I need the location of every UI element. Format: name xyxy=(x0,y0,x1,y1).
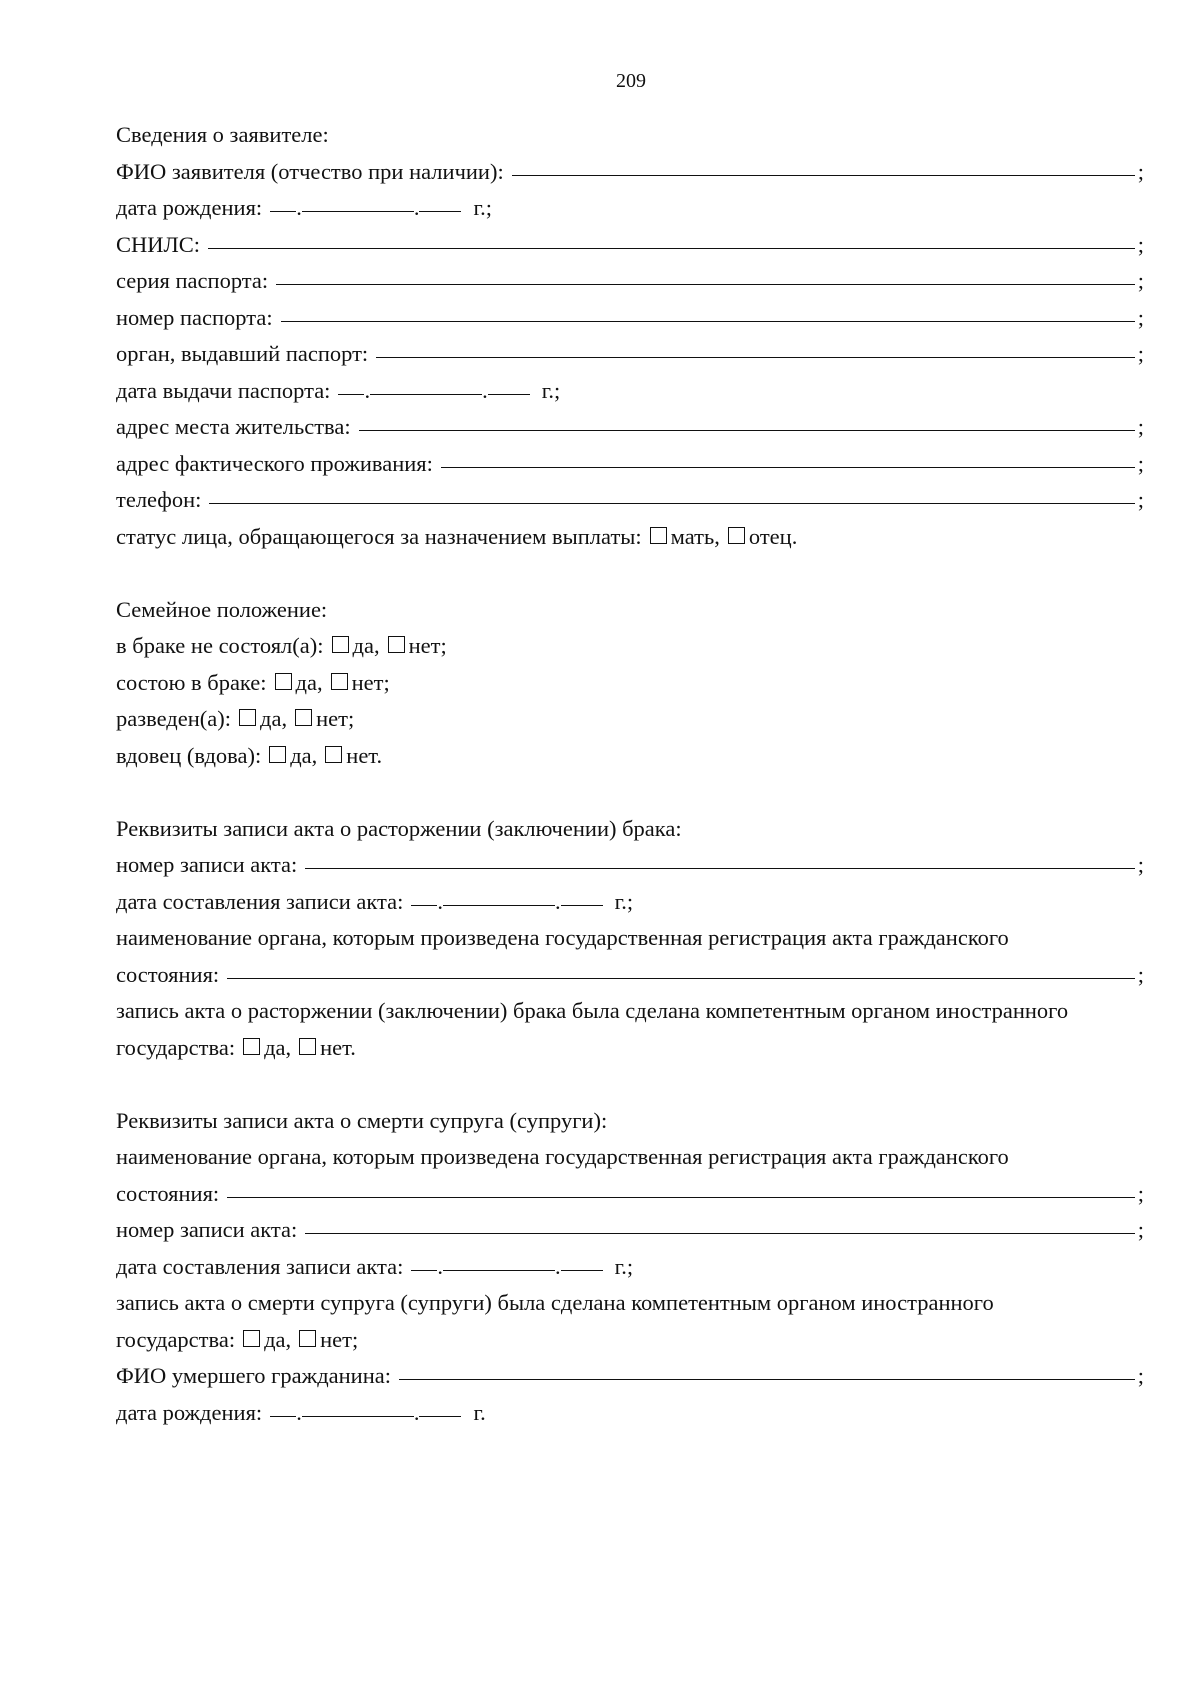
divorce-record-date-row: дата составления записи акта: . . г.; xyxy=(116,888,634,914)
death-authority-line1: наименование органа, которым произведена государственная регистрация акта гражданского xyxy=(116,1144,1009,1169)
snils-row: СНИЛС: ; xyxy=(116,231,1144,257)
divorce-foreign-no-checkbox[interactable] xyxy=(299,1038,316,1055)
married-row: состою в браке: да, нет; xyxy=(116,669,390,695)
deceased-birth-year-field[interactable] xyxy=(419,1416,461,1417)
phone-label: телефон: xyxy=(116,487,202,512)
divorce-year-field[interactable] xyxy=(561,905,603,906)
residence-address-row: адрес места жительства: ; xyxy=(116,414,1144,439)
applicant-fio-field[interactable] xyxy=(512,175,1135,176)
death-authority-field[interactable] xyxy=(227,1197,1135,1198)
deceased-fio-field[interactable] xyxy=(399,1379,1135,1380)
applicant-birth-date-label: дата рождения: xyxy=(116,195,263,220)
deceased-birth-month-field[interactable] xyxy=(302,1416,414,1417)
death-foreign-no-checkbox[interactable] xyxy=(299,1330,316,1347)
snils-label: СНИЛС: xyxy=(116,231,201,257)
death-year-field[interactable] xyxy=(561,1270,603,1271)
never-married-row: в браке не состоял(а): да, нет; xyxy=(116,633,447,658)
divorce-foreign-yes-checkbox[interactable] xyxy=(243,1038,260,1055)
residence-address-field[interactable] xyxy=(359,430,1135,431)
passport-number-label: номер паспорта: xyxy=(116,304,273,330)
widowed-row: вдовец (вдова): да, нет. xyxy=(116,742,383,768)
actual-address-label: адрес фактического проживания: xyxy=(116,450,433,476)
divorce-foreign-row: государства: да, нет. xyxy=(116,1034,356,1060)
status-row: статус лица, обращающегося за назначением выплаты: мать, отец. xyxy=(116,523,798,549)
applicant-heading: Сведения о заявителе: xyxy=(116,122,329,147)
widowed-no-checkbox[interactable] xyxy=(325,746,342,763)
never-married-no-checkbox[interactable] xyxy=(388,636,405,653)
divorce-authority-field[interactable] xyxy=(227,978,1135,979)
birth-year-field[interactable] xyxy=(419,211,461,212)
passport-issuer-label: орган, выдавший паспорт: xyxy=(116,341,369,366)
divorced-no-checkbox[interactable] xyxy=(295,709,312,726)
death-month-field[interactable] xyxy=(443,1270,555,1271)
status-label: статус лица, обращающегося за назначением выплаты: xyxy=(116,523,642,549)
deceased-birth-date-row: дата рождения: . . г. xyxy=(116,1399,486,1425)
married-yes-checkbox[interactable] xyxy=(275,673,292,690)
passport-series-label: серия паспорта: xyxy=(116,268,269,293)
death-foreign-yes-checkbox[interactable] xyxy=(243,1330,260,1347)
death-record-heading: Реквизиты записи акта о смерти супруга (супруги): xyxy=(116,1107,608,1133)
phone-field[interactable] xyxy=(209,503,1134,504)
death-record-number-field[interactable] xyxy=(305,1233,1134,1234)
passport-series-field[interactable] xyxy=(276,284,1135,285)
status-mother-checkbox[interactable] xyxy=(650,527,667,544)
status-father-checkbox[interactable] xyxy=(728,527,745,544)
applicant-fio-label: ФИО заявителя (отчество при наличии): xyxy=(116,158,504,184)
divorce-authority-row: состояния: ; xyxy=(116,961,1144,987)
divorced-row: разведен(а): да, нет; xyxy=(116,706,355,731)
passport-issuer-field[interactable] xyxy=(376,357,1135,358)
snils-field[interactable] xyxy=(208,248,1135,249)
issue-month-field[interactable] xyxy=(370,394,482,395)
actual-address-field[interactable] xyxy=(441,467,1135,468)
actual-address-row: адрес фактического проживания: ; xyxy=(116,450,1144,476)
passport-issue-date-row: дата выдачи паспорта: . . г.; xyxy=(116,377,561,403)
passport-series-row: серия паспорта: ; xyxy=(116,268,1144,293)
death-authority-row: состояния: ; xyxy=(116,1180,1144,1206)
deceased-birth-day-field[interactable] xyxy=(270,1416,296,1417)
death-foreign-row: государства: да, нет; xyxy=(116,1326,359,1352)
divorce-foreign-line1: запись акта о расторжении (заключении) брака была сделана компетентным органом иностранного xyxy=(116,998,1069,1023)
death-record-date-row: дата составления записи акта: . . г.; xyxy=(116,1253,634,1279)
birth-month-field[interactable] xyxy=(302,211,414,212)
residence-address-label: адрес места жительства: xyxy=(116,414,351,439)
issue-day-field[interactable] xyxy=(338,394,364,395)
death-record-number-row: номер записи акта: ; xyxy=(116,1217,1144,1242)
death-day-field[interactable] xyxy=(411,1270,437,1271)
divorce-authority-line1: наименование органа, которым произведена государственная регистрация акта гражданского xyxy=(116,925,1009,950)
divorce-record-heading: Реквизиты записи акта о расторжении (заключении) брака: xyxy=(116,815,682,841)
applicant-fio-row: ФИО заявителя (отчество при наличии): ; xyxy=(116,158,1144,184)
applicant-birth-date-row: дата рождения: . . г.; xyxy=(116,195,493,220)
married-no-checkbox[interactable] xyxy=(331,673,348,690)
form-content xyxy=(116,122,1144,1436)
never-married-yes-checkbox[interactable] xyxy=(332,636,349,653)
birth-day-field[interactable] xyxy=(270,211,296,212)
page-number: 209 xyxy=(616,70,646,92)
divorce-day-field[interactable] xyxy=(411,905,437,906)
marital-heading: Семейное положение: xyxy=(116,596,328,622)
divorce-record-number-field[interactable] xyxy=(305,868,1134,869)
divorce-month-field[interactable] xyxy=(443,905,555,906)
issue-year-field[interactable] xyxy=(488,394,530,395)
passport-issuer-row: орган, выдавший паспорт: ; xyxy=(116,341,1144,366)
passport-issue-date-label: дата выдачи паспорта: xyxy=(116,377,331,403)
deceased-fio-row: ФИО умершего гражданина: ; xyxy=(116,1363,1144,1388)
death-foreign-line1: запись акта о смерти супруга (супруги) была сделана компетентным органом иностранного xyxy=(116,1290,994,1315)
passport-number-row: номер паспорта: ; xyxy=(116,304,1144,330)
passport-number-field[interactable] xyxy=(281,321,1135,322)
divorce-record-number-row: номер записи акта: ; xyxy=(116,852,1144,877)
divorced-yes-checkbox[interactable] xyxy=(239,709,256,726)
phone-row: телефон: ; xyxy=(116,487,1144,512)
widowed-yes-checkbox[interactable] xyxy=(269,746,286,763)
